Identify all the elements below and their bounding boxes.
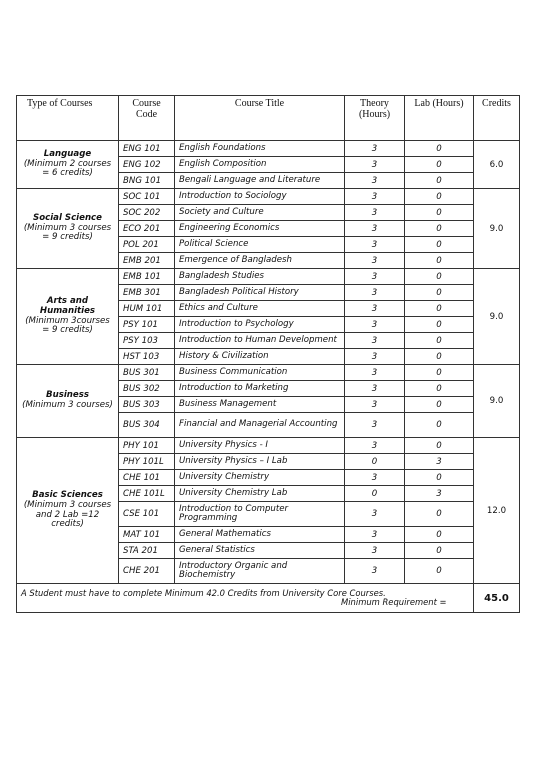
course-title: Business Communication <box>175 365 345 381</box>
course-type-name: Language <box>43 148 92 159</box>
course-title: University Chemistry Lab <box>175 486 345 502</box>
table-row <box>17 141 520 157</box>
course-code: PHY 101 <box>119 438 175 454</box>
course-title: University Chemistry <box>175 470 345 486</box>
table-row <box>17 269 520 285</box>
course-code: PSY 103 <box>119 333 175 349</box>
theory-hours: 0 <box>345 454 405 470</box>
course-code: PSY 101 <box>119 317 175 333</box>
course-title: Bangladesh Studies <box>175 269 345 285</box>
header-theory: Theory (Hours) <box>345 96 405 141</box>
course-code: ECO 201 <box>119 221 175 237</box>
theory-hours: 3 <box>345 205 405 221</box>
course-code: ENG 102 <box>119 157 175 173</box>
course-type-cell <box>17 365 119 438</box>
theory-hours: 3 <box>345 381 405 397</box>
course-title: English Foundations <box>175 141 345 157</box>
lab-hours: 0 <box>405 301 474 317</box>
course-type-note: (Minimum 3 courses = 9 credits) <box>23 222 112 243</box>
lab-hours: 0 <box>405 365 474 381</box>
lab-hours: 0 <box>405 559 474 584</box>
theory-hours: 3 <box>345 157 405 173</box>
course-type-name: Arts and Humanities <box>39 295 96 316</box>
footer-row <box>17 584 520 613</box>
course-code: CSE 101 <box>119 502 175 527</box>
course-type-cell <box>17 438 119 584</box>
course-code: CHE 101L <box>119 486 175 502</box>
course-code: HUM 101 <box>119 301 175 317</box>
course-code: BUS 302 <box>119 381 175 397</box>
course-title: History & Civilization <box>175 349 345 365</box>
course-title: Ethics and Culture <box>175 301 345 317</box>
total-credits: 45.0 <box>474 584 520 613</box>
course-title: Introductory Organic and Biochemistry <box>175 559 345 584</box>
footer-note <box>17 584 474 613</box>
course-title: Introduction to Human Development <box>175 333 345 349</box>
course-code: EMB 301 <box>119 285 175 301</box>
theory-hours: 3 <box>345 317 405 333</box>
course-title: General Mathematics <box>175 527 345 543</box>
course-title: Introduction to Sociology <box>175 189 345 205</box>
lab-hours: 0 <box>405 470 474 486</box>
course-title: Bangladesh Political History <box>175 285 345 301</box>
theory-hours: 3 <box>345 349 405 365</box>
theory-hours: 0 <box>345 486 405 502</box>
lab-hours: 0 <box>405 205 474 221</box>
theory-hours: 3 <box>345 527 405 543</box>
table-row <box>17 189 520 205</box>
lab-hours: 0 <box>405 333 474 349</box>
course-code: POL 201 <box>119 237 175 253</box>
course-title: Society and Culture <box>175 205 345 221</box>
footer-line-2: Minimum Requirement = <box>341 597 447 607</box>
course-title: Introduction to Computer Programming <box>175 502 345 527</box>
theory-hours: 3 <box>345 285 405 301</box>
theory-hours: 3 <box>345 502 405 527</box>
header-lab: Lab (Hours) <box>405 96 474 141</box>
course-code: BUS 301 <box>119 365 175 381</box>
course-code: EMB 201 <box>119 253 175 269</box>
course-code: EMB 101 <box>119 269 175 285</box>
group-credits: 9.0 <box>474 365 520 438</box>
course-type-name: Business <box>46 390 89 401</box>
theory-hours: 3 <box>345 237 405 253</box>
theory-hours: 3 <box>345 365 405 381</box>
lab-hours: 0 <box>405 173 474 189</box>
course-code: BUS 304 <box>119 413 175 438</box>
course-code: BNG 101 <box>119 173 175 189</box>
header-credits: Credits <box>474 96 520 141</box>
lab-hours: 0 <box>405 543 474 559</box>
table-body <box>17 141 520 584</box>
lab-hours: 0 <box>405 413 474 438</box>
footer-line-1: A Student must have to complete Minimum 42.0 Credits from University Core Courses. <box>21 587 386 598</box>
course-type-note: (Minimum 3courses = 9 credits) <box>25 315 110 336</box>
lab-hours: 0 <box>405 221 474 237</box>
course-type-cell <box>17 189 119 269</box>
course-code: CHE 201 <box>119 559 175 584</box>
course-title: Introduction to Psychology <box>175 317 345 333</box>
course-code: CHE 101 <box>119 470 175 486</box>
course-title: Political Science <box>175 237 345 253</box>
lab-hours: 0 <box>405 269 474 285</box>
header-title: Course Title <box>175 96 345 141</box>
lab-hours: 0 <box>405 502 474 527</box>
course-type-note: (Minimum 2 courses = 6 credits) <box>23 158 112 179</box>
course-code: SOC 202 <box>119 205 175 221</box>
lab-hours: 0 <box>405 141 474 157</box>
theory-hours: 3 <box>345 253 405 269</box>
lab-hours: 0 <box>405 527 474 543</box>
course-code: PHY 101L <box>119 454 175 470</box>
lab-hours: 3 <box>405 454 474 470</box>
course-code: STA 201 <box>119 543 175 559</box>
theory-hours: 3 <box>345 413 405 438</box>
course-code: HST 103 <box>119 349 175 365</box>
course-code: MAT 101 <box>119 527 175 543</box>
theory-hours: 3 <box>345 438 405 454</box>
core-courses-table <box>16 95 520 613</box>
course-type-cell <box>17 269 119 365</box>
course-title: Financial and Managerial Accounting <box>175 413 345 438</box>
course-title: General Statistics <box>175 543 345 559</box>
course-title: Emergence of Bangladesh <box>175 253 345 269</box>
course-title: Engineering Economics <box>175 221 345 237</box>
course-type-name: Basic Sciences <box>32 489 103 500</box>
header-type: Type of Courses <box>17 96 119 141</box>
course-code: SOC 101 <box>119 189 175 205</box>
theory-hours: 3 <box>345 141 405 157</box>
group-credits: 12.0 <box>474 438 520 584</box>
theory-hours: 3 <box>345 189 405 205</box>
header-code: Course Code <box>119 96 175 141</box>
course-title: University Physics - I <box>175 438 345 454</box>
lab-hours: 0 <box>405 438 474 454</box>
lab-hours: 0 <box>405 381 474 397</box>
course-title: English Composition <box>175 157 345 173</box>
course-title: University Physics – I Lab <box>175 454 345 470</box>
group-credits: 6.0 <box>474 141 520 189</box>
theory-hours: 3 <box>345 559 405 584</box>
course-type-note: (Minimum 3 courses and 2 Lab =12 credits) <box>23 499 112 530</box>
theory-hours: 3 <box>345 397 405 413</box>
lab-hours: 0 <box>405 285 474 301</box>
table-row <box>17 438 520 454</box>
course-title: Bengali Language and Literature <box>175 173 345 189</box>
lab-hours: 0 <box>405 317 474 333</box>
lab-hours: 0 <box>405 397 474 413</box>
lab-hours: 0 <box>405 349 474 365</box>
theory-hours: 3 <box>345 543 405 559</box>
course-type-name: Social Science <box>33 212 102 223</box>
theory-hours: 3 <box>345 173 405 189</box>
lab-hours: 0 <box>405 253 474 269</box>
theory-hours: 3 <box>345 301 405 317</box>
theory-hours: 3 <box>345 333 405 349</box>
lab-hours: 0 <box>405 189 474 205</box>
course-type-note: (Minimum 3 courses) <box>22 400 113 410</box>
header-row <box>17 96 520 141</box>
theory-hours: 3 <box>345 221 405 237</box>
course-code: ENG 101 <box>119 141 175 157</box>
table-row <box>17 365 520 381</box>
course-code: BUS 303 <box>119 397 175 413</box>
theory-hours: 3 <box>345 470 405 486</box>
group-credits: 9.0 <box>474 189 520 269</box>
course-title: Business Management <box>175 397 345 413</box>
lab-hours: 0 <box>405 237 474 253</box>
theory-hours: 3 <box>345 269 405 285</box>
group-credits: 9.0 <box>474 269 520 365</box>
lab-hours: 3 <box>405 486 474 502</box>
course-title: Introduction to Marketing <box>175 381 345 397</box>
course-type-cell <box>17 141 119 189</box>
lab-hours: 0 <box>405 157 474 173</box>
